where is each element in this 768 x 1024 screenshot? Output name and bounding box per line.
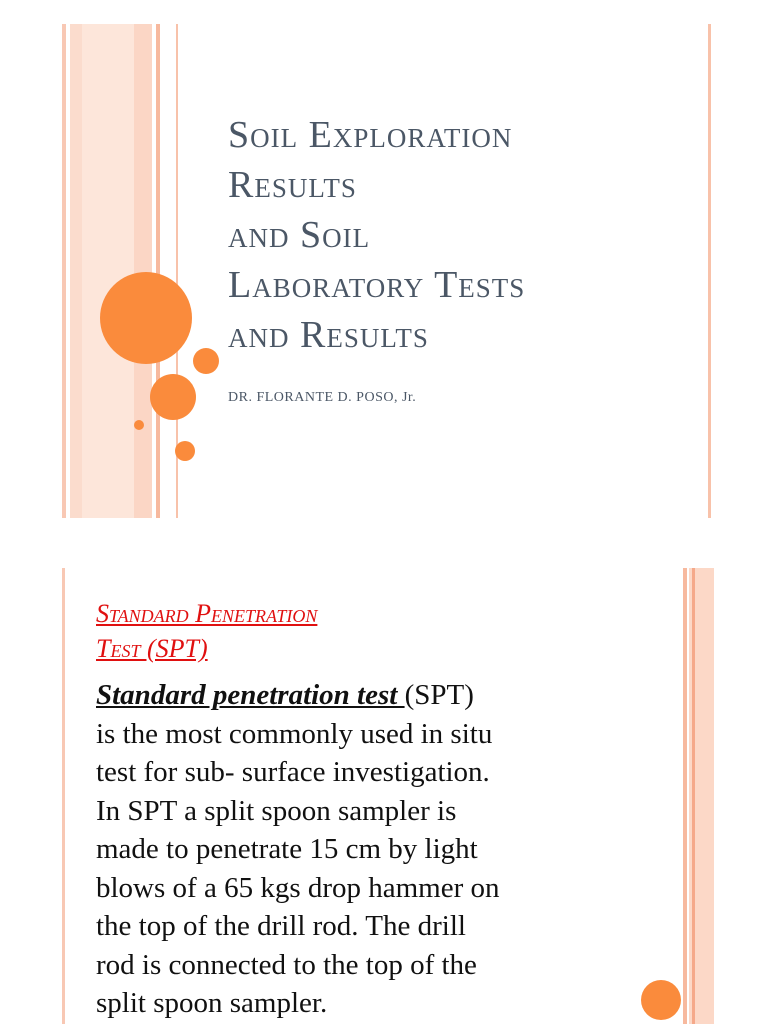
- heading-line: Standard Penetration: [96, 599, 318, 628]
- title-line: Results: [228, 164, 357, 206]
- decor-stripe: [62, 568, 65, 1024]
- decor-stripe: [70, 24, 82, 518]
- body-line: the top of the drill rod. The drill: [96, 910, 466, 942]
- body-paragraph: [96, 676, 636, 1023]
- decor-stripe: [82, 24, 134, 518]
- title-line: Laboratory Tests: [228, 264, 526, 306]
- orange-circle-icon: [100, 272, 192, 364]
- defined-term: Standard penetration test: [96, 679, 405, 711]
- decor-stripe: [134, 24, 152, 518]
- term-abbreviation: (SPT): [404, 679, 474, 711]
- body-line: In SPT a split spoon sampler is: [96, 794, 457, 827]
- section-heading: [96, 596, 317, 666]
- decor-stripe: [708, 24, 711, 518]
- body-line: made to penetrate 15 cm by light: [96, 833, 478, 865]
- decor-stripe: [156, 24, 160, 518]
- heading-line: Test (SPT): [96, 634, 208, 663]
- decor-stripe: [62, 24, 66, 518]
- title-line: Soil Exploration: [228, 114, 513, 156]
- body-line-first: [96, 676, 636, 715]
- body-line: is the most commonly used in situ: [96, 717, 493, 750]
- title-slide: [62, 24, 714, 518]
- orange-circle-icon: [193, 348, 219, 374]
- content-slide: [62, 568, 714, 1024]
- title-line: and Soil: [228, 214, 371, 256]
- body-line: rod is connected to the top of the: [96, 948, 477, 981]
- orange-circle-icon: [641, 980, 681, 1020]
- orange-circle-icon: [134, 420, 144, 430]
- author-name: DR. FLORANTE D. POSO, Jr.: [228, 390, 417, 405]
- slide-title: [228, 110, 706, 360]
- body-line: test for sub- surface investigation.: [96, 756, 490, 788]
- decor-stripe: [683, 568, 687, 1024]
- orange-circle-icon: [150, 374, 196, 420]
- title-line: and Results: [228, 314, 429, 356]
- body-line: blows of a 65 kgs drop hammer on: [96, 871, 500, 904]
- body-line: split spoon sampler.: [96, 987, 328, 1019]
- decor-stripe: [692, 568, 695, 1024]
- orange-circle-icon: [175, 441, 195, 461]
